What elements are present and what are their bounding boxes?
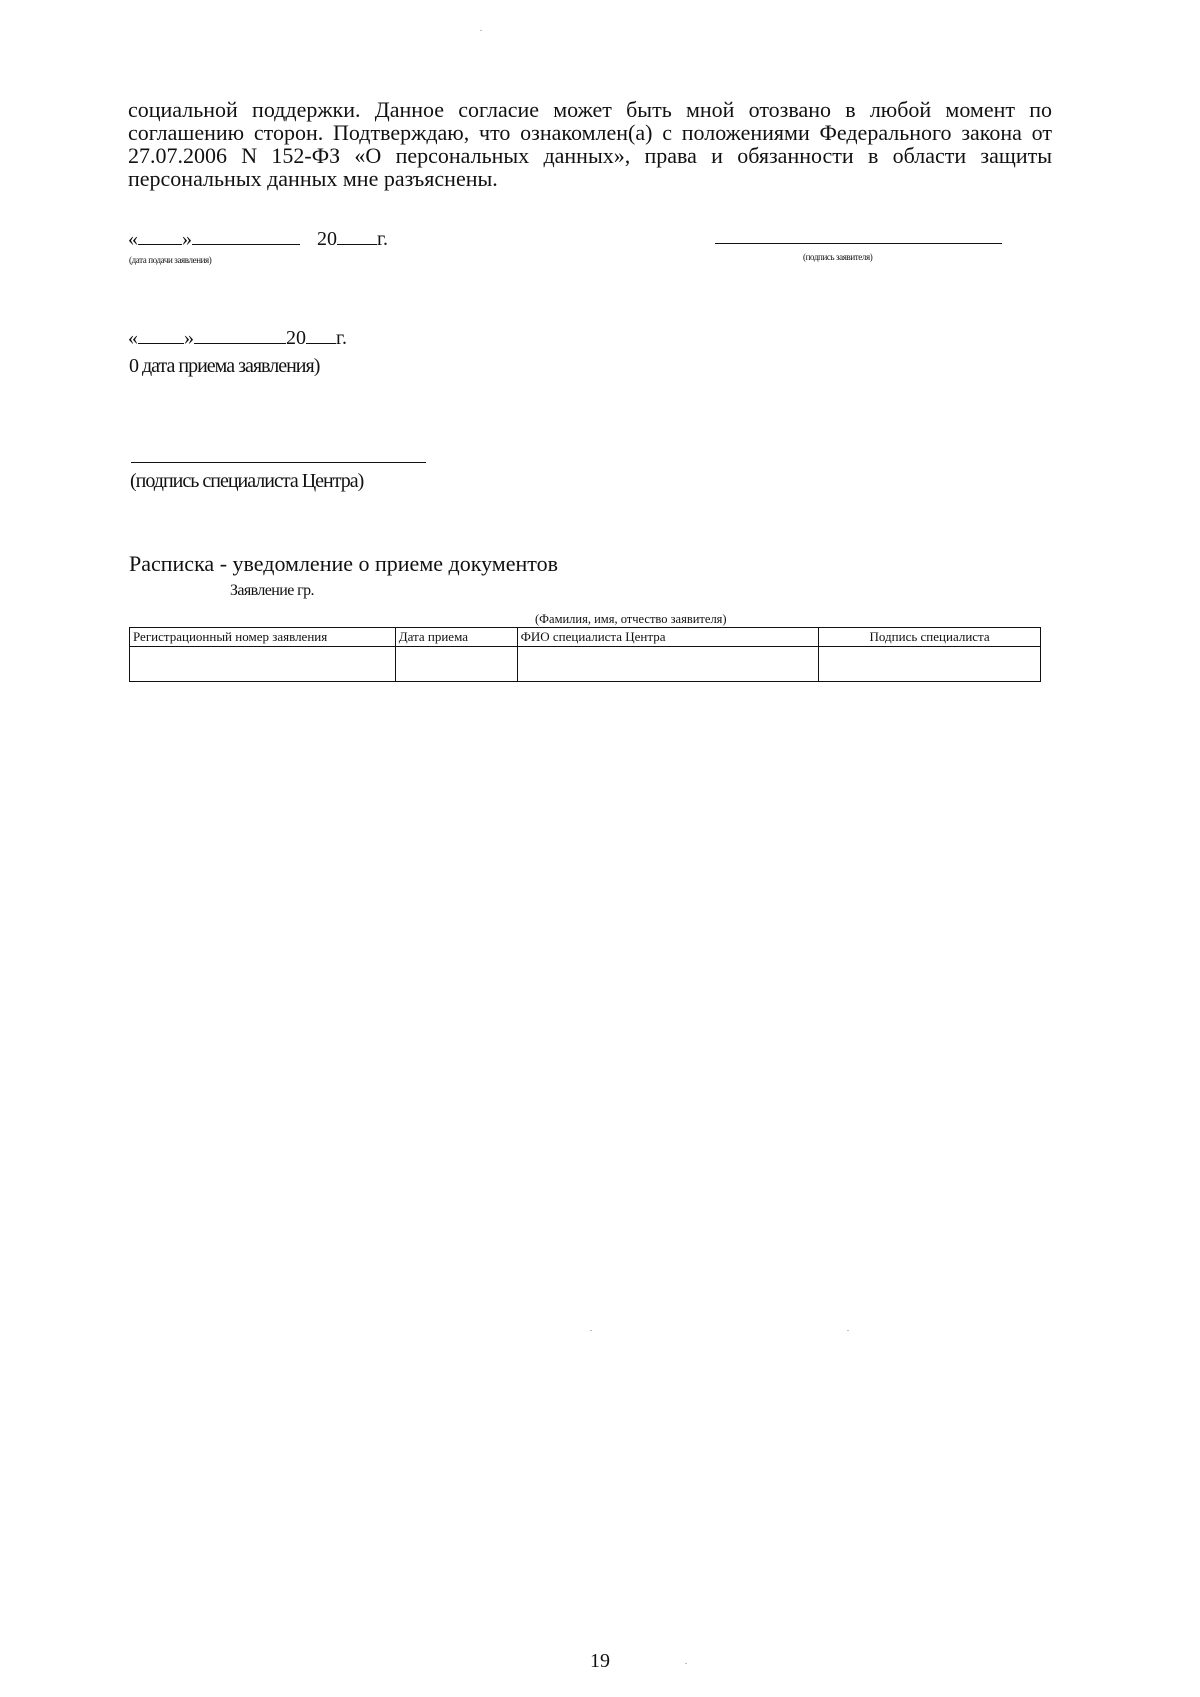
statement-label: Заявление гр. bbox=[230, 582, 314, 599]
header-receipt-date: Дата приема bbox=[395, 628, 517, 647]
header-specialist-name: ФИО специалиста Центра bbox=[517, 628, 819, 647]
scan-speck bbox=[590, 1330, 592, 1331]
close-quote: » bbox=[184, 327, 194, 349]
receipt-title: Расписка - уведомление о приеме документов bbox=[129, 551, 558, 576]
specialist-signature-caption: (подпись специалиста Центра) bbox=[130, 470, 364, 492]
header-registration-number: Регистрационный номер заявления bbox=[130, 628, 396, 647]
scan-speck bbox=[685, 1663, 687, 1664]
year-prefix: 20 bbox=[317, 228, 337, 250]
table-cell bbox=[819, 647, 1041, 682]
open-quote: « bbox=[128, 327, 138, 349]
year-blank bbox=[306, 325, 336, 344]
applicant-date-caption: (дата подачи заявления) bbox=[129, 255, 212, 265]
year-prefix: 20 bbox=[286, 327, 306, 349]
receipt-date-caption: 0 дата приема заявления) bbox=[129, 355, 320, 377]
applicant-signature-line bbox=[715, 243, 1002, 244]
applicant-date-line bbox=[128, 226, 388, 251]
year-suffix: г. bbox=[377, 228, 388, 250]
consent-paragraph: социальной поддержки. Данное согласие может быть мной отозвано в любой момент по соглашению сторон. Подтверждаю, что ознакомлен(а) с положениями Федерального закона от 27.07.2006 N 152-ФЗ «О персональных данных», права и обязанности в области защиты персональных данных мне разъяснены. bbox=[128, 97, 1052, 191]
month-blank bbox=[192, 226, 300, 245]
receipt-date-line bbox=[128, 325, 347, 350]
table-cell bbox=[395, 647, 517, 682]
year-suffix: г. bbox=[336, 327, 347, 349]
applicant-signature-caption: (подпись заявителя) bbox=[803, 252, 873, 262]
page-number: 19 bbox=[590, 1650, 610, 1672]
fio-caption: (Фамилия, имя, отчество заявителя) bbox=[535, 612, 727, 626]
table-header-row bbox=[130, 628, 1041, 647]
table-row bbox=[130, 647, 1041, 682]
year-blank bbox=[337, 226, 377, 245]
scan-speck bbox=[480, 30, 482, 31]
day-blank bbox=[138, 226, 182, 245]
table-cell bbox=[130, 647, 396, 682]
specialist-signature-line bbox=[131, 462, 426, 463]
day-blank bbox=[138, 325, 184, 344]
registration-table bbox=[129, 627, 1041, 682]
close-quote: » bbox=[182, 228, 192, 250]
scan-speck bbox=[847, 1330, 849, 1331]
header-specialist-signature: Подпись специалиста bbox=[819, 628, 1041, 647]
table-cell bbox=[517, 647, 819, 682]
open-quote: « bbox=[128, 228, 138, 250]
month-blank bbox=[194, 325, 286, 344]
